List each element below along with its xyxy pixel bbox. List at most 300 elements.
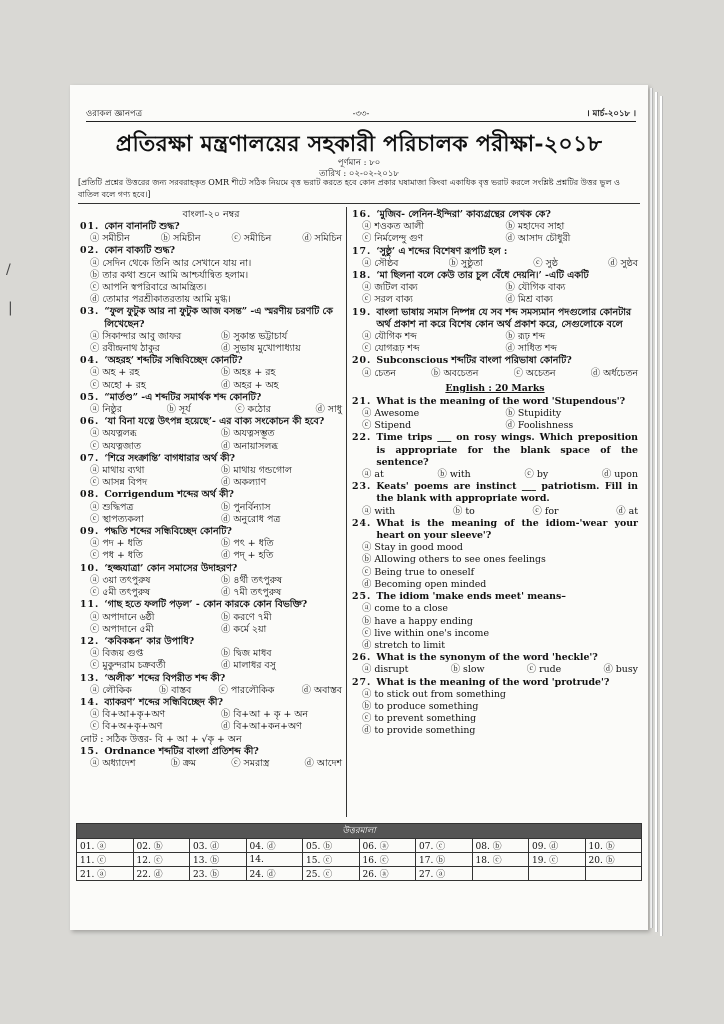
answer-option: ⓑ পুনর্বিন্যাস (221, 501, 271, 513)
answer-key-row (77, 853, 642, 867)
answer-option: ⓑ Allowing others to see ones feelings (362, 554, 546, 566)
answer-option: ⓑ দ্বিজ মাধব (221, 648, 272, 660)
answer-option: ⓑ বাস্তব (158, 684, 192, 696)
answer-option: ⓒ বি+অ+কৃ+অণ (90, 721, 163, 733)
answer-option: ⓓ বি+আ+কন+অণ (221, 721, 302, 733)
answer-option: ⓑ রূঢ় শব্দ (505, 331, 545, 343)
answer-option: ⓓ অনায়াসলব্ধ (221, 440, 278, 452)
question-text: ‘যা বিনা যত্নে উৎপন্ন হয়েছে’- এর বাক্য সংকোচন কী হবে? (104, 416, 325, 428)
answer-key-cell: 08. ⓑ (472, 839, 529, 853)
column-divider (346, 207, 347, 817)
question-text: কোন বানানটি শুদ্ধ? (104, 221, 180, 232)
options-group (352, 368, 638, 380)
question-item (352, 432, 638, 481)
answer-option: ⓐ জটিল বাক্য (362, 282, 418, 294)
options-group (80, 575, 342, 599)
answer-option: ⓒ to prevent something (362, 713, 477, 725)
question-line (80, 746, 342, 758)
question-item (80, 746, 342, 770)
answer-key-cell (529, 867, 586, 881)
answer-option: ⓒ ৫মী তৎপুরুষ (90, 587, 151, 599)
question-line (80, 526, 342, 538)
answer-option: ⓓ সুষ্ঠব (608, 257, 638, 269)
question-item (80, 599, 342, 636)
answer-option: ⓐ যৌগিক শব্দ (362, 331, 417, 343)
options-group (80, 709, 342, 733)
answer-option: ⓓ সাধু (315, 404, 342, 416)
question-line (352, 652, 638, 664)
question-item (80, 416, 342, 453)
options-group (80, 465, 342, 489)
question-number: 04. (80, 355, 100, 367)
answer-key-cell: 07. ⓒ (416, 839, 473, 853)
options-group (352, 664, 638, 676)
page-edge (660, 96, 663, 936)
answer-option: ⓐ বিজয় গুপ্ত (90, 648, 144, 660)
answer-option: ⓐ Awesome (362, 408, 420, 420)
exam-page (70, 85, 648, 930)
options-group (80, 538, 342, 562)
question-number: 23. (352, 481, 372, 493)
margin-mark: / (6, 262, 11, 278)
question-item (352, 246, 638, 270)
question-item (80, 306, 342, 355)
answer-option: ⓓ আদেশ (304, 757, 342, 769)
options-group (352, 258, 638, 270)
answer-option: ⓑ তার কথা শুনে আমি আশ্চর্যান্বিত হলাম। (90, 269, 249, 281)
question-number: 05. (80, 391, 100, 403)
question-item (80, 526, 342, 563)
answer-key-cell: 21. ⓐ (77, 867, 134, 881)
question-number: 18. (352, 270, 372, 282)
question-line (352, 246, 638, 258)
answer-option: ⓓ busy (603, 664, 638, 676)
answer-option: ⓒ অচেতন (513, 367, 556, 379)
answer-option: ⓓ আসাদ চৌধুরী (505, 233, 571, 245)
answer-key-cell: 17. ⓑ (416, 853, 473, 867)
answer-option: ⓑ to (452, 505, 475, 517)
page-edge (650, 88, 653, 928)
left-column (80, 209, 342, 770)
question-text: Subconscious শব্দটির বাংলা পরিভাষা কোনটি? (376, 355, 572, 367)
answer-option: ⓑ ৪র্থী তৎপুরুষ (221, 574, 282, 586)
question-text: Keats' poems are instinct ___ patriotism. Fill in the blank with appropriate word. (376, 481, 638, 505)
question-number: 22. (352, 432, 372, 444)
question-number: 25. (352, 591, 372, 603)
question-number: 19. (352, 306, 372, 318)
answer-option: ⓓ at (616, 505, 638, 517)
question-item (352, 270, 638, 307)
question-line (352, 518, 638, 542)
question-text: What is the meaning of the idiom-'wear your heart on your sleeve'? (376, 517, 638, 542)
answer-option: ⓐ come to a close (362, 603, 448, 615)
question-text: Ordnance শব্দটির বাংলা প্রতিশব্দ কী? (104, 745, 259, 757)
answer-key-cell: 13. ⓑ (190, 853, 247, 867)
answer-option: ⓑ সমিচীন (160, 233, 201, 245)
question-line (80, 673, 342, 685)
answer-option: ⓒ পধ + ধতি (90, 550, 143, 562)
question-line (352, 396, 638, 408)
answer-key-cell: 22. ⓓ (133, 867, 190, 881)
answer-option: ⓓ Becoming open minded (362, 578, 487, 590)
answer-key-cell: 03. ⓓ (190, 839, 247, 853)
answer-option: ⓑ মাথায় গন্ডগোল (221, 465, 292, 477)
answer-option: ⓒ অহো + রহ (90, 379, 146, 391)
answer-option: ⓐ লৌকিক (90, 684, 132, 696)
answer-option: ⓒ সুষ্ঠ (533, 257, 558, 269)
answer-option: ⓒ সরল বাক্য (362, 294, 413, 306)
page-title: প্রতিরক্ষা মন্ত্রণালয়ের সহকারী পরিচালক পরীক্ষা-২০১৮ (115, 131, 603, 157)
page-edge (655, 92, 658, 932)
answer-key-cell: 14. (246, 853, 303, 867)
options-group (80, 758, 342, 770)
answer-key-cell (472, 867, 529, 881)
options-group (352, 469, 638, 481)
answer-option: ⓒ সমীচিন (231, 233, 272, 245)
answer-option: ⓒ নির্মলেন্দু গুণ (362, 233, 424, 245)
question-line (80, 697, 342, 709)
answer-option: ⓓ অহর + অহ (221, 379, 279, 391)
question-number: 06. (80, 416, 100, 428)
answer-option: ⓓ মালাধর বসু (221, 660, 276, 672)
question-line (80, 489, 342, 501)
question-line (80, 306, 342, 330)
question-line (352, 432, 638, 469)
answer-option: ⓒ অযত্নজাত (90, 440, 141, 452)
question-text: ‘কবিকঙ্কন’ কার উপাধি? (104, 635, 195, 647)
answer-option: ⓒ Stipend (362, 420, 412, 432)
question-text: পদ্ধতি শব্দের সন্ধিবিচ্ছেদ কোনটি? (104, 526, 232, 538)
answer-key-cell (585, 867, 642, 881)
question-text: What is the meaning of the word 'protrude'? (376, 676, 610, 688)
answer-option: ⓐ চেতন (362, 367, 396, 379)
answer-option: ⓓ অর্ধচেতন (590, 367, 638, 379)
answer-option: ⓐ নিষ্ঠুর (90, 404, 122, 416)
question-line (352, 591, 638, 603)
answer-option: ⓐ অপাদানে ৬ষ্ঠী (90, 611, 155, 623)
question-text: What is the synonym of the word 'heckle'? (376, 652, 598, 664)
question-line (80, 599, 342, 611)
question-line (80, 245, 342, 257)
question-item (352, 355, 638, 379)
options-group (80, 612, 342, 636)
question-item (80, 392, 342, 416)
question-number: 10. (80, 562, 100, 574)
question-item (80, 673, 342, 697)
question-text: বাংলা ভাষায় সমাস নিষ্পন্ন যে সব শব্দ সমস্যমান পদগুলোর কোনটার অর্থ প্রকাশ না করে বিশেষ কোন অর্থ প্রকাশ করে, সেগুলোকে বলে (376, 306, 632, 330)
options-group (352, 408, 638, 432)
question-item (352, 677, 638, 738)
question-number: 24. (352, 517, 372, 529)
question-item (80, 355, 342, 392)
answer-option: ⓓ to provide something (362, 725, 476, 737)
question-text: ‘মুজিব- লেনিন-ইন্দিরা’ কাব্যগ্রন্থের লেখক কে? (376, 209, 551, 220)
question-line (352, 677, 638, 689)
question-text: ‘অলীক’ শব্দের বিপরীত শব্দ কী? (104, 672, 226, 684)
question-number: 27. (352, 676, 372, 688)
question-text: ‘সুষ্ঠু’ এ শব্দের বিশেষণ রূপটি হল : (376, 245, 508, 257)
answer-option: ⓒ সমরাস্ত্র (231, 757, 270, 769)
question-item (352, 396, 638, 433)
question-text: ‘শিরে সংক্রান্তি’ বাগধারার অর্থ কী? (104, 452, 235, 464)
answer-option: ⓓ ৭মী তৎপুরুষ (221, 587, 282, 599)
answer-option: ⓑ have a happy ending (362, 615, 473, 627)
answer-option: ⓓ কর্মে ২য়া (221, 623, 267, 635)
answer-option: ⓒ স্থাপত্যকলা (90, 513, 144, 525)
question-number: 12. (80, 635, 100, 647)
answer-key-cell: 26. ⓐ (359, 867, 416, 881)
options-group (352, 689, 638, 738)
answer-option: ⓑ পৎ + ধতি (221, 538, 274, 550)
answer-key-row (77, 839, 642, 853)
answer-key-cell: 24. ⓓ (246, 867, 303, 881)
exam-date: তারিখ : ০২-০২-২০১৮ (319, 169, 399, 179)
options-group (80, 233, 342, 245)
answer-option: ⓓ সমিচিন (302, 233, 342, 245)
margin-mark: | (8, 300, 13, 316)
answer-option: ⓑ বি+আ + কৃ + অন (221, 709, 308, 721)
answer-key-cell: 12. ⓒ (133, 853, 190, 867)
answer-option: ⓐ শওকত আলী (362, 221, 424, 233)
question-item (352, 591, 638, 652)
question-number: 11. (80, 599, 100, 611)
answer-option: ⓐ সেদিন থেকে তিনি আর সেখানে যায় না। (90, 257, 252, 269)
question-line (80, 416, 342, 428)
answer-option: ⓓ অনুরোধ পত্র (221, 513, 281, 525)
publication-name: ওরাকল জ্ঞানপত্র (86, 109, 143, 119)
answer-option: ⓒ অপাদানে ৫মী (90, 623, 154, 635)
answer-option: ⓒ যোগরূঢ় শব্দ (362, 343, 420, 355)
answer-key-cell: 10. ⓑ (585, 839, 642, 853)
answer-key-cell: 05. ⓑ (303, 839, 360, 853)
answer-option: ⓑ ক্রম (170, 757, 196, 769)
answer-option: ⓐ Stay in good mood (362, 542, 463, 554)
answer-option: ⓒ আপনি স্বপরিবারে আমন্ত্রিত। (90, 282, 207, 294)
english-section-heading: English : 20 Marks (445, 382, 545, 394)
answer-option: ⓓ stretch to limit (362, 639, 446, 651)
question-line (80, 221, 342, 233)
answer-key-row (77, 867, 642, 881)
question-line (80, 636, 342, 648)
answer-key-cell: 18. ⓒ (472, 853, 529, 867)
question-number: 09. (80, 526, 100, 538)
options-group (352, 331, 638, 355)
options-group (352, 506, 638, 518)
question-number: 21. (352, 395, 372, 407)
answer-option: ⓓ অবাস্তব (301, 684, 342, 696)
answer-option: ⓑ মহাদেব সাহা (505, 221, 565, 233)
options-group (80, 502, 342, 526)
question-text: The idiom 'make ends meet' means– (376, 591, 566, 603)
question-text: ‘গাছ হতে ফলটি পড়ল’ - কোন কারকে কোন বিভক্তি? (104, 599, 308, 611)
question-text: কোন বাক্যটি শুদ্ধ? (104, 245, 175, 257)
question-text: “মার্তণ্ড” -এ শব্দটির সমার্থক শব্দ কোনটি? (104, 391, 262, 403)
question-text: Time trips ___ on rosy wings. Which preposition is appropriate for the blank space of the sentence? (376, 432, 638, 468)
right-column (352, 209, 638, 738)
question-line (80, 355, 342, 367)
question-item (80, 697, 342, 746)
question-text: Corrigendum শব্দের অর্থ কী? (104, 489, 234, 501)
answer-option: ⓓ পদ্ + হতি (221, 550, 274, 562)
answer-option: ⓐ অধ্যাদেশ (90, 757, 136, 769)
question-line (352, 270, 638, 282)
answer-option: ⓐ সিকান্দার আবু জাফর (90, 330, 182, 342)
options-group (352, 282, 638, 306)
question-item (352, 209, 638, 246)
question-item (80, 221, 342, 245)
answer-key-cell: 27. ⓐ (416, 867, 473, 881)
answer-option: ⓒ পারলৌকিক (218, 684, 275, 696)
answer-option: ⓐ সৌষ্ঠব (362, 257, 399, 269)
right-bangla-questions (352, 209, 638, 380)
answer-option: ⓑ সুকান্ত ভট্টাচার্য (221, 330, 288, 342)
question-item (352, 307, 638, 356)
question-text: ‘অহরহ’ শব্দটির সন্ধিবিচ্ছেদ কোনটি? (104, 355, 243, 367)
answer-option: ⓐ বি+আ+কৃ+অণ (90, 709, 166, 721)
options-group (80, 258, 342, 307)
answer-key-cell: 23. ⓑ (190, 867, 247, 881)
answer-option: ⓓ upon (601, 469, 638, 481)
bangla-section-heading: বাংলা-২০ নম্বর (182, 209, 240, 220)
answer-key-cell: 15. ⓒ (303, 853, 360, 867)
answer-key-cell: 20. ⓑ (585, 853, 642, 867)
question-number: 02. (80, 245, 100, 257)
answer-option: ⓒ কঠোর (235, 404, 271, 416)
question-line (80, 563, 342, 575)
answer-key-title: উত্তরমালা (77, 824, 642, 839)
answer-key-cell: 25. ⓒ (303, 867, 360, 881)
question-text: ‘মা ছিলনা বলে কেউ তার চুল বেঁধে দেয়নি।’ -এটি একটি (376, 270, 589, 282)
options-group (80, 331, 342, 355)
instructions: [প্রতিটি প্রশ্নের উত্তরের জন্য সরবরাহকৃত OMR শীটে সঠিক নিয়মে বৃত্ত ভরাট করতে হবে কোন প্রকার ঘষামাজা কিংবা একাধিক বৃত্ত ভরাট করলে সংশ্লিষ্ট প্রশ্নটির উত্তর ভুল ও বাতিল বলে গণ্য হবে।] (78, 177, 640, 204)
answer-option: ⓓ সুভাষ মুখোপাধ্যায় (221, 343, 301, 355)
question-text: What is the meaning of the word 'Stupendous'? (376, 395, 626, 407)
answer-option: ⓑ সূর্য (166, 404, 191, 416)
question-number: 15. (80, 745, 100, 757)
answer-option: ⓑ করণে ৭মী (221, 611, 272, 623)
answer-note: নোট : সঠিক উত্তর- বি + আ + √কৃ + অন (80, 733, 242, 745)
question-item (352, 518, 638, 591)
answer-option: ⓑ Stupidity (505, 408, 562, 420)
question-item (80, 636, 342, 673)
answer-option: ⓒ for (532, 505, 559, 517)
answer-option: ⓒ রবীন্দ্রনাথ ঠাকুর (90, 343, 160, 355)
question-number: 17. (352, 245, 372, 257)
question-number: 01. (80, 221, 100, 232)
answer-option: ⓐ disrupt (362, 664, 409, 676)
question-number: 07. (80, 452, 100, 464)
answer-option: ⓐ to stick out from something (362, 688, 506, 700)
answer-option: ⓑ অবচেতন (431, 367, 479, 379)
answer-key-cell: 04. ⓓ (246, 839, 303, 853)
question-number: 03. (80, 306, 100, 318)
question-text: “ফুল ফুটুক আর না ফুটুক আজ বসন্ত” -এ স্মরণীয় চরণটি কে লিখেছেন? (104, 306, 333, 330)
question-text: ‘হজ্জযাত্রা’ কোন সমাসের উদাহরণ? (104, 562, 238, 574)
answer-option: ⓒ আসন্ন বিপদ (90, 477, 148, 489)
question-item (80, 489, 342, 526)
question-item (352, 652, 638, 676)
answer-option: ⓓ সাধিত শব্দ (505, 343, 557, 355)
answer-option: ⓓ অকল্যাণ (221, 477, 267, 489)
answer-option: ⓑ অযত্নসম্ভূত (221, 428, 275, 440)
answer-option: ⓑ অহঃ + রহ (221, 367, 276, 379)
english-questions (352, 396, 638, 738)
question-line (80, 392, 342, 404)
question-item (80, 245, 342, 306)
answer-option: ⓐ at (362, 469, 384, 481)
options-group (80, 428, 342, 452)
answer-option: ⓓ তোমার পরশ্রীকাতরতায় আমি মুগ্ধ। (90, 294, 231, 306)
answer-key-cell: 09. ⓓ (529, 839, 586, 853)
full-marks: পূর্ণমান : ৮০ (337, 158, 381, 168)
options-group (80, 367, 342, 391)
answer-option: ⓑ slow (450, 664, 485, 676)
question-item (80, 563, 342, 600)
answer-option: ⓑ সুষ্ঠুতা (448, 257, 483, 269)
answer-option: ⓓ মিশ্র বাক্য (505, 294, 553, 306)
answer-option: ⓒ by (524, 469, 549, 481)
question-line (352, 307, 638, 331)
answer-option: ⓓ Foolishness (505, 420, 574, 432)
answer-key-cell: 01. ⓐ (77, 839, 134, 853)
answer-option: ⓒ rude (526, 664, 562, 676)
options-group (80, 685, 342, 697)
answer-key-cell: 06. ⓐ (359, 839, 416, 853)
answer-option: ⓐ মাথায় ব্যথা (90, 465, 145, 477)
options-group (352, 603, 638, 652)
answer-option: ⓒ live within one's income (362, 627, 489, 639)
question-line (352, 481, 638, 505)
question-item (80, 453, 342, 490)
answer-option: ⓐ সমীচীন (90, 233, 130, 245)
options-group (80, 404, 342, 416)
question-number: 20. (352, 355, 372, 367)
options-group (80, 648, 342, 672)
question-text: ব্যাকরণ’ শব্দের সন্ধিবিচ্ছেদ কী? (104, 696, 223, 708)
answer-option: ⓑ to produce something (362, 700, 479, 712)
answer-option: ⓐ with (362, 505, 396, 517)
answer-key-cell: 02. ⓑ (133, 839, 190, 853)
answer-key-cell: 19. ⓒ (529, 853, 586, 867)
page-header (86, 107, 636, 122)
answer-option: ⓒ Being true to oneself (362, 566, 475, 578)
question-number: 08. (80, 489, 100, 501)
answer-option: ⓐ অযত্নলব্ধ (90, 428, 137, 440)
issue-date: । মার্চ-২০১৮ । (586, 109, 636, 119)
question-line (352, 355, 638, 367)
answer-option: ⓑ যৌগিক বাক্য (505, 282, 566, 294)
question-number: 14. (80, 696, 100, 708)
question-number: 16. (352, 209, 372, 220)
options-group (352, 542, 638, 591)
question-item (352, 481, 638, 518)
question-number: 26. (352, 652, 372, 664)
answer-option: ⓐ পদ + ধতি (90, 538, 143, 550)
page-number: -৩৩- (352, 109, 370, 119)
answer-option: ⓐ শুদ্ধিপত্র (90, 501, 134, 513)
answer-key-cell: 11. ⓒ (77, 853, 134, 867)
answer-key-table (76, 823, 642, 881)
question-line (352, 209, 638, 221)
question-number: 13. (80, 672, 100, 684)
answer-option: ⓐ অহ + রহ (90, 367, 140, 379)
answer-option: ⓑ with (437, 469, 471, 481)
options-group (352, 221, 638, 245)
answer-option: ⓒ মুকুন্দরাম চক্রবর্তী (90, 660, 166, 672)
answer-option: ⓐ ৩য়া তৎপুরুষ (90, 574, 151, 586)
question-line (80, 453, 342, 465)
answer-key-cell: 16. ⓒ (359, 853, 416, 867)
